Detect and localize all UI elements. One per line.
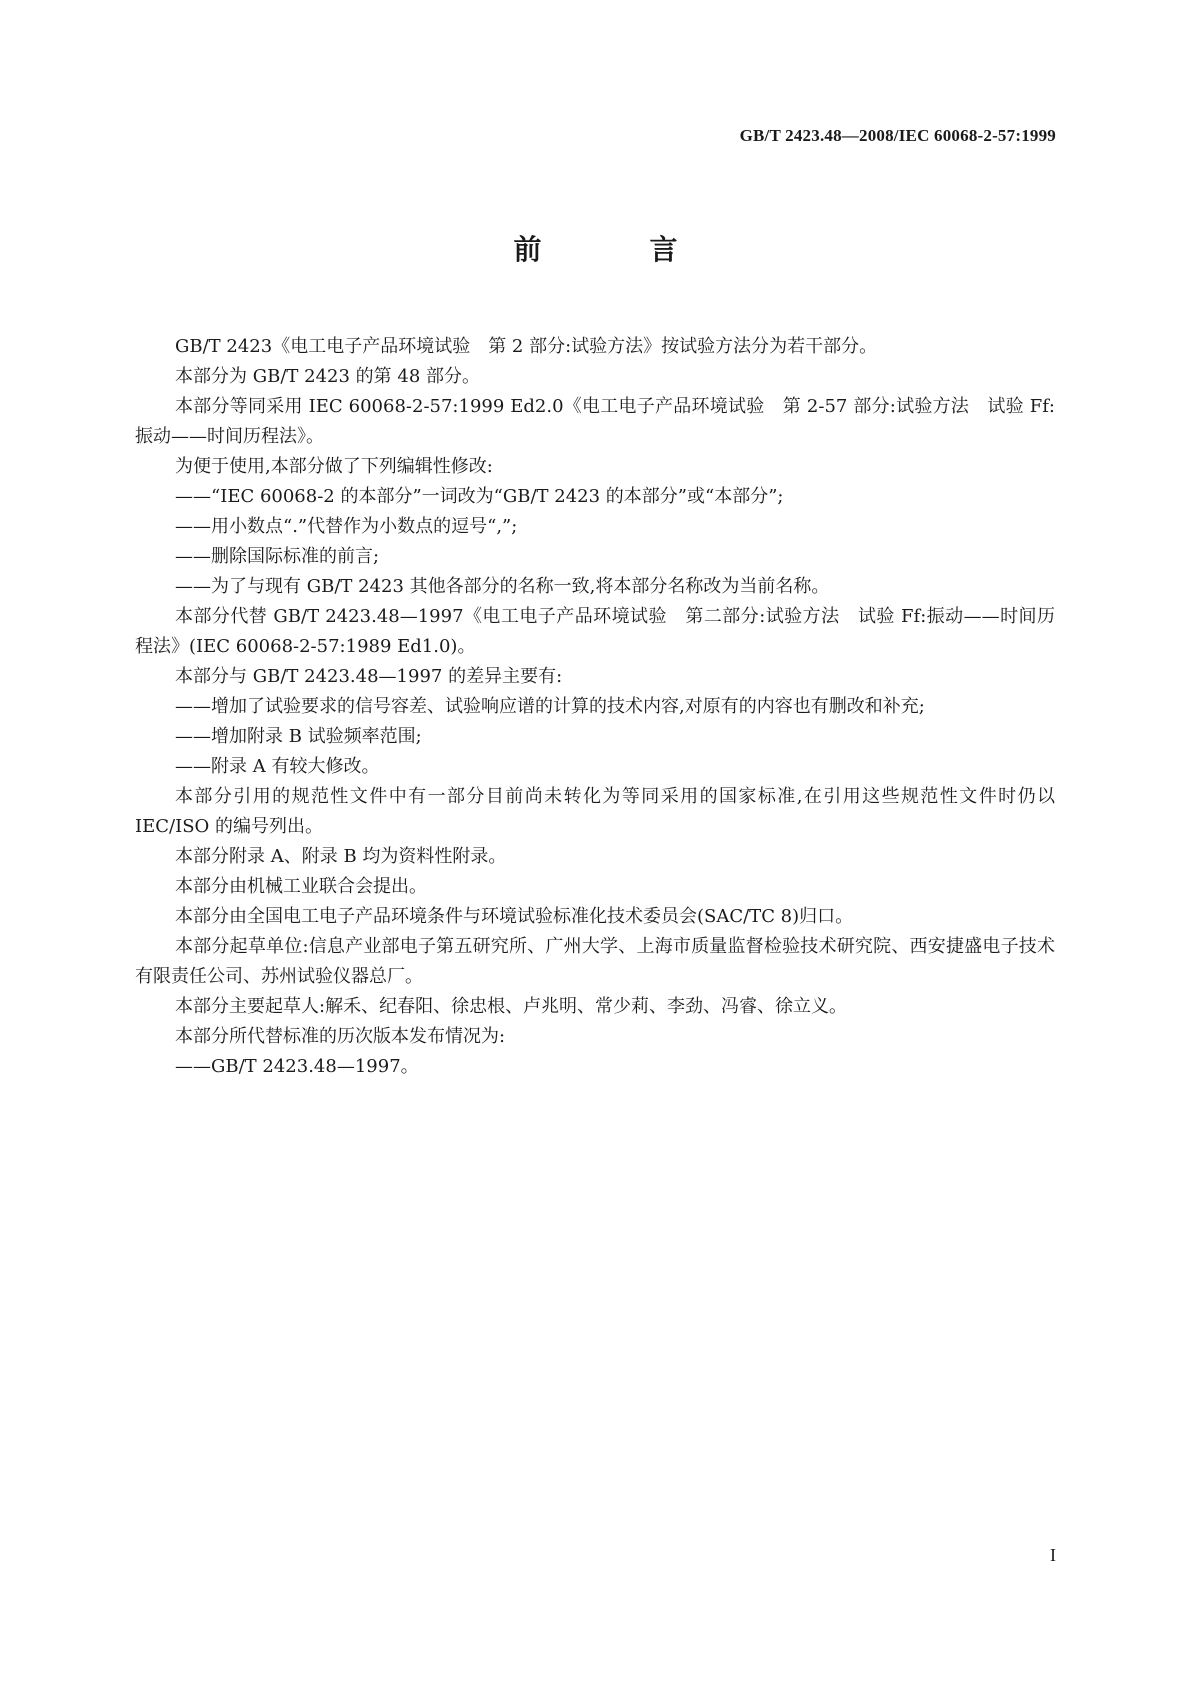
- paragraph: 本部分等同采用 IEC 60068-2-57:1999 Ed2.0《电工电子产品环境试验 第 2-57 部分:试验方法 试验 Ff:振动——时间历程法》。: [135, 396, 1055, 447]
- paragraph: 本部分由全国电工电子产品环境条件与环境试验标准化技术委员会(SAC/TC 8)归口。: [175, 906, 854, 927]
- paragraph: 本部分起草单位:信息产业部电子第五研究所、广州大学、上海市质量监督检验技术研究院、西安捷盛电子技术有限责任公司、苏州试验仪器总厂。: [135, 936, 1055, 987]
- list-item: ——“IEC 60068-2 的本部分”一词改为“GB/T 2423 的本部分”或“本部分”;: [175, 486, 784, 507]
- paragraph: 本部分主要起草人:解禾、纪春阳、徐忠根、卢兆明、常少莉、李劲、冯睿、徐立义。: [175, 996, 848, 1017]
- list-item: ——用小数点“.”代替作为小数点的逗号“,”;: [175, 516, 518, 537]
- list-item: ——GB/T 2423.48—1997。: [175, 1056, 419, 1077]
- list-item: ——增加了试验要求的信号容差、试验响应谱的计算的技术内容,对原有的内容也有删改和补充;: [175, 696, 925, 717]
- page-number: I: [1050, 1545, 1056, 1565]
- paragraph: GB/T 2423《电工电子产品环境试验 第 2 部分:试验方法》按试验方法分为若干部分。: [175, 336, 878, 357]
- page-title: 前 言: [513, 233, 718, 266]
- paragraph: 本部分附录 A、附录 B 均为资料性附录。: [175, 846, 507, 867]
- paragraph: 本部分由机械工业联合会提出。: [175, 876, 427, 897]
- paragraph: 本部分所代替标准的历次版本发布情况为:: [175, 1026, 506, 1047]
- foreword-body: [135, 332, 1061, 1082]
- paragraph: 本部分与 GB/T 2423.48—1997 的差异主要有:: [175, 666, 563, 687]
- list-item: ——为了与现有 GB/T 2423 其他各部分的名称一致,将本部分名称改为当前名称。: [175, 576, 830, 597]
- standard-code-header: GB/T 2423.48—2008/IEC 60068-2-57:1999: [739, 126, 1056, 145]
- list-item: ——删除国际标准的前言;: [175, 546, 380, 567]
- list-item: ——附录 A 有较大修改。: [175, 756, 380, 777]
- paragraph: 本部分引用的规范性文件中有一部分目前尚未转化为等同采用的国家标准,在引用这些规范性文件时仍以 IEC/ISO 的编号列出。: [135, 786, 1061, 837]
- paragraph: 本部分为 GB/T 2423 的第 48 部分。: [175, 366, 480, 387]
- paragraph: 本部分代替 GB/T 2423.48—1997《电工电子产品环境试验 第二部分:试验方法 试验 Ff:振动——时间历程法》(IEC 60068-2-57:1989 Ed1.0)。: [135, 606, 1055, 657]
- paragraph: 为便于使用,本部分做了下列编辑性修改:: [175, 456, 493, 477]
- list-item: ——增加附录 B 试验频率范围;: [175, 726, 422, 747]
